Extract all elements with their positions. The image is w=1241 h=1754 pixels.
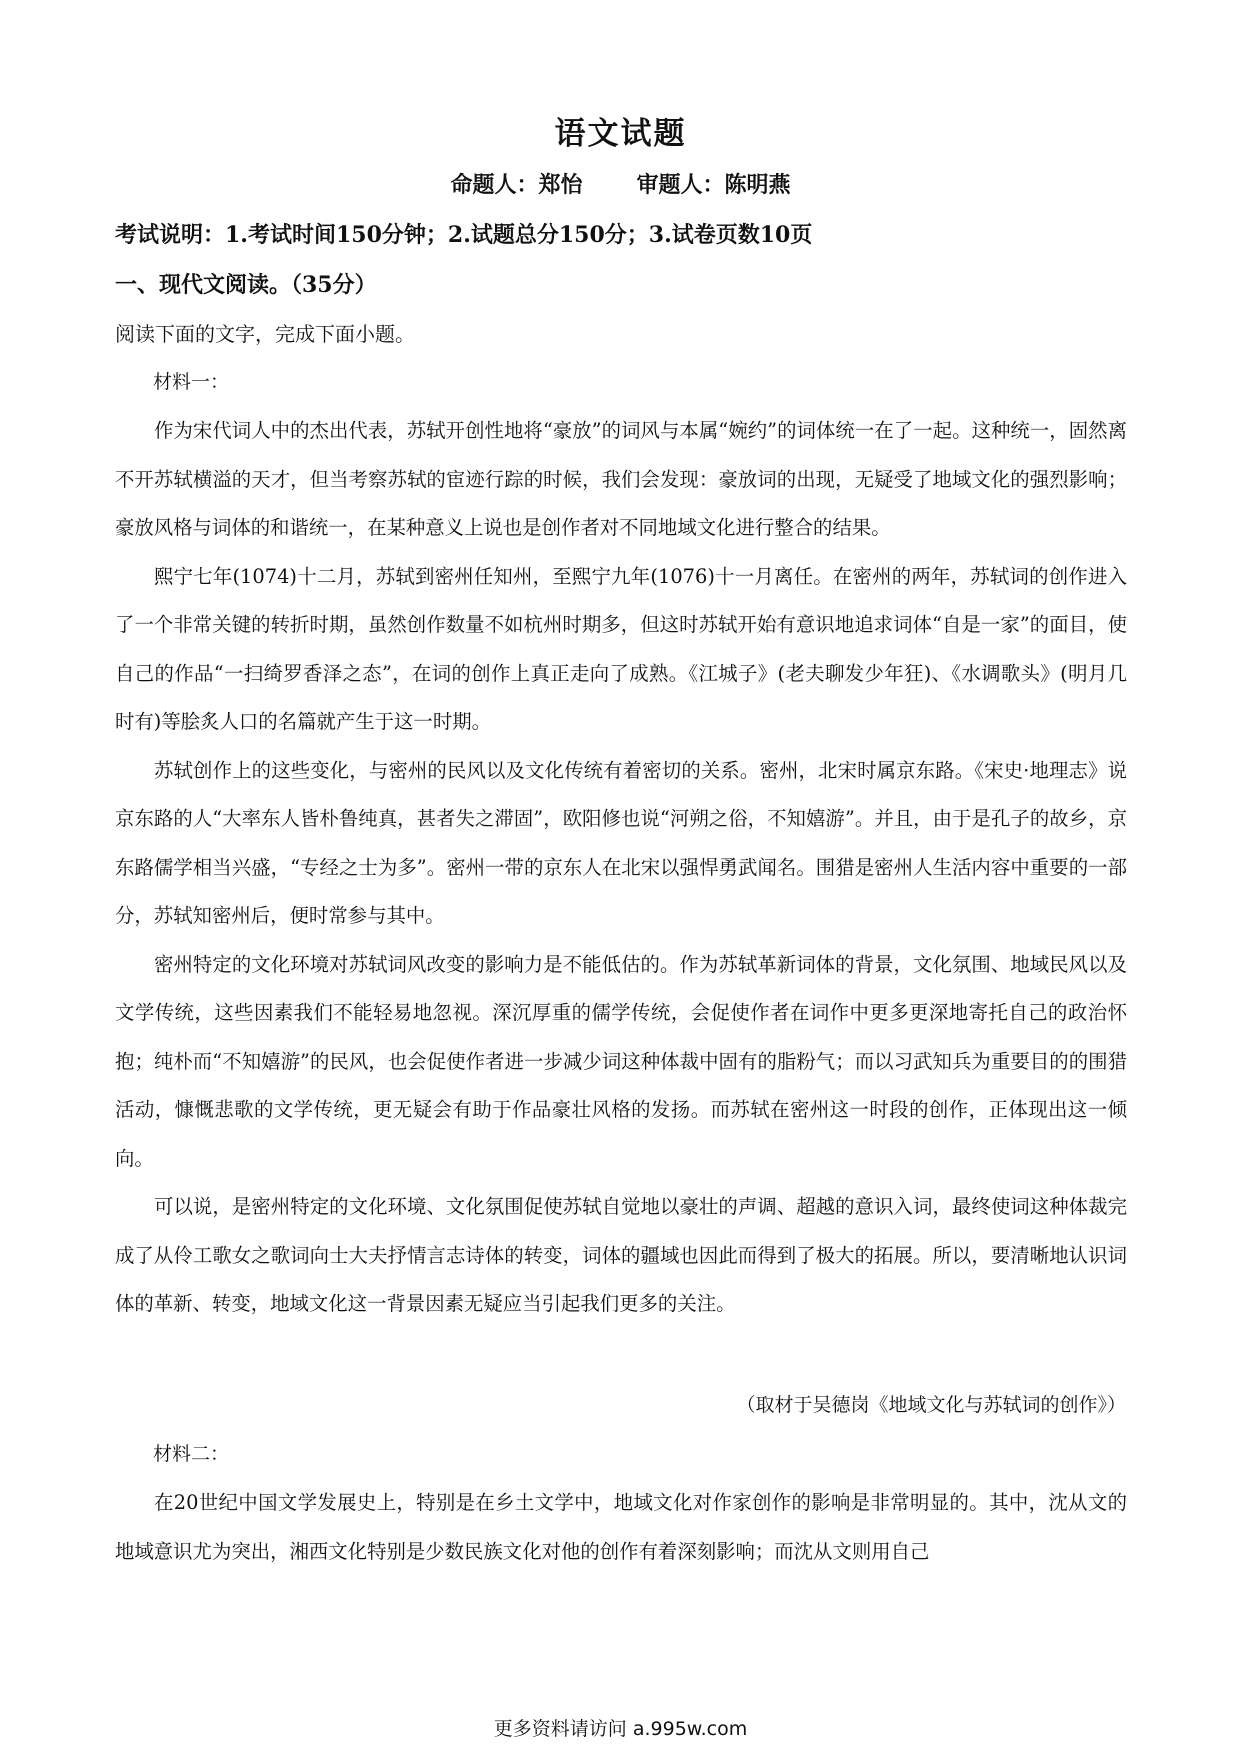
material-1-paragraph: 密州特定的文化环境对苏轼词风改变的影响力是不能低估的。作为苏轼革新词体的背景，文化氛围、地域民风以及文学传统，这些因素我们不能轻易地忽视。深沉厚重的儒学传统，会促使作者在词作中更多更深地寄托自己的政治怀抱；纯朴而“不知嬉游”的民风，也会促使作者进一步减少词这种体裁中固有的脂粉气；而以习武知兵为重要目的的围猎活动，慷慨悲歌的文学传统，更无疑会有助于作品豪壮风格的发扬。而苏轼在密州这一时段的创作，正体现出这一倾向。 bbox=[115, 952, 1127, 1170]
reviewer-name: 审题人：陈明燕 bbox=[636, 172, 791, 198]
section-heading: 一、现代文阅读。（35分） bbox=[115, 272, 377, 298]
setter-name: 命题人：郑怡 bbox=[450, 172, 583, 198]
material-1-label: 材料一： bbox=[153, 371, 230, 393]
material-2-paragraph: 在20世纪中国文学发展史上，特别是在乡土文学中，地域文化对作家创作的影响是非常明显的。其中，沈从文的地域意识尤为突出，湘西文化特别是少数民族文化对他的创作有着深刻影响；而沈从文则用自己 bbox=[115, 1491, 1127, 1563]
material-1-body bbox=[115, 407, 1127, 1329]
material-1-paragraph: 熙宁七年(1074)十二月，苏轼到密州任知州，至熙宁九年(1076)十一月离任。在密州的两年，苏轼词的创作进入了一个非常关键的转折时期，虽然创作数量不如杭州时期多，但这时苏轼开始有意识地追求词体“自是一家”的面目，使自己的作品“一扫绮罗香泽之态”，在词的创作上真正走向了成熟。《江城子》(老夫聊发少年狂)、《水调歌头》(明月几时有)等脍炙人口的名篇就产生于这一时期。 bbox=[115, 564, 1127, 733]
material-2-body bbox=[115, 1479, 1127, 1576]
material-1-paragraph: 作为宋代词人中的杰出代表，苏轼开创性地将“豪放”的词风与本属“婉约”的词体统一在了一起。这种统一，固然离不开苏轼横溢的天才，但当考察苏轼的宦迹行踪的时候，我们会发现：豪放词的出现，无疑受了地域文化的强烈影响；豪放风格与词体的和谐统一，在某种意义上说也是创作者对不同地域文化进行整合的结果。 bbox=[115, 419, 1127, 539]
reading-instruction: 阅读下面的文字，完成下面小题。 bbox=[115, 322, 415, 346]
source-citation: （取材于吴德岗《地域文化与苏轼词的创作》） bbox=[736, 1394, 1126, 1416]
material-2-label: 材料二： bbox=[153, 1443, 230, 1465]
footer-link[interactable]: 更多资料请访问 a.995w.com bbox=[493, 1718, 748, 1740]
material-1-paragraph: 苏轼创作上的这些变化，与密州的民风以及文化传统有着密切的关系。密州，北宋时属京东路。《宋史·地理志》说京东路的人“大率东人皆朴鲁纯真，甚者失之滞固”，欧阳修也说“河朔之俗，不知嬉游”。并且，由于是孔子的故乡，京东路儒学相当兴盛，“专经之士为多”。密州一带的京东人在北宋以强悍勇武闻名。围猎是密州人生活内容中重要的一部分，苏轼知密州后，便时常参与其中。 bbox=[115, 758, 1127, 927]
author-line bbox=[0, 168, 1241, 199]
material-1-paragraph: 可以说，是密州特定的文化环境、文化氛围促使苏轼自觉地以豪壮的声调、超越的意识入词，最终使词这种体裁完成了从伶工歌女之歌词向士大夫抒情言志诗体的转变，词体的疆域也因此而得到了极大的拓展。所以，要清晰地认识词体的革新、转变，地域文化这一背景因素无疑应当引起我们更多的关注。 bbox=[115, 1195, 1127, 1315]
exam-instructions: 考试说明：1.考试时间150分钟；2.试题总分150分；3.试卷页数10页 bbox=[115, 222, 813, 248]
page-title: 语文试题 bbox=[554, 116, 687, 152]
